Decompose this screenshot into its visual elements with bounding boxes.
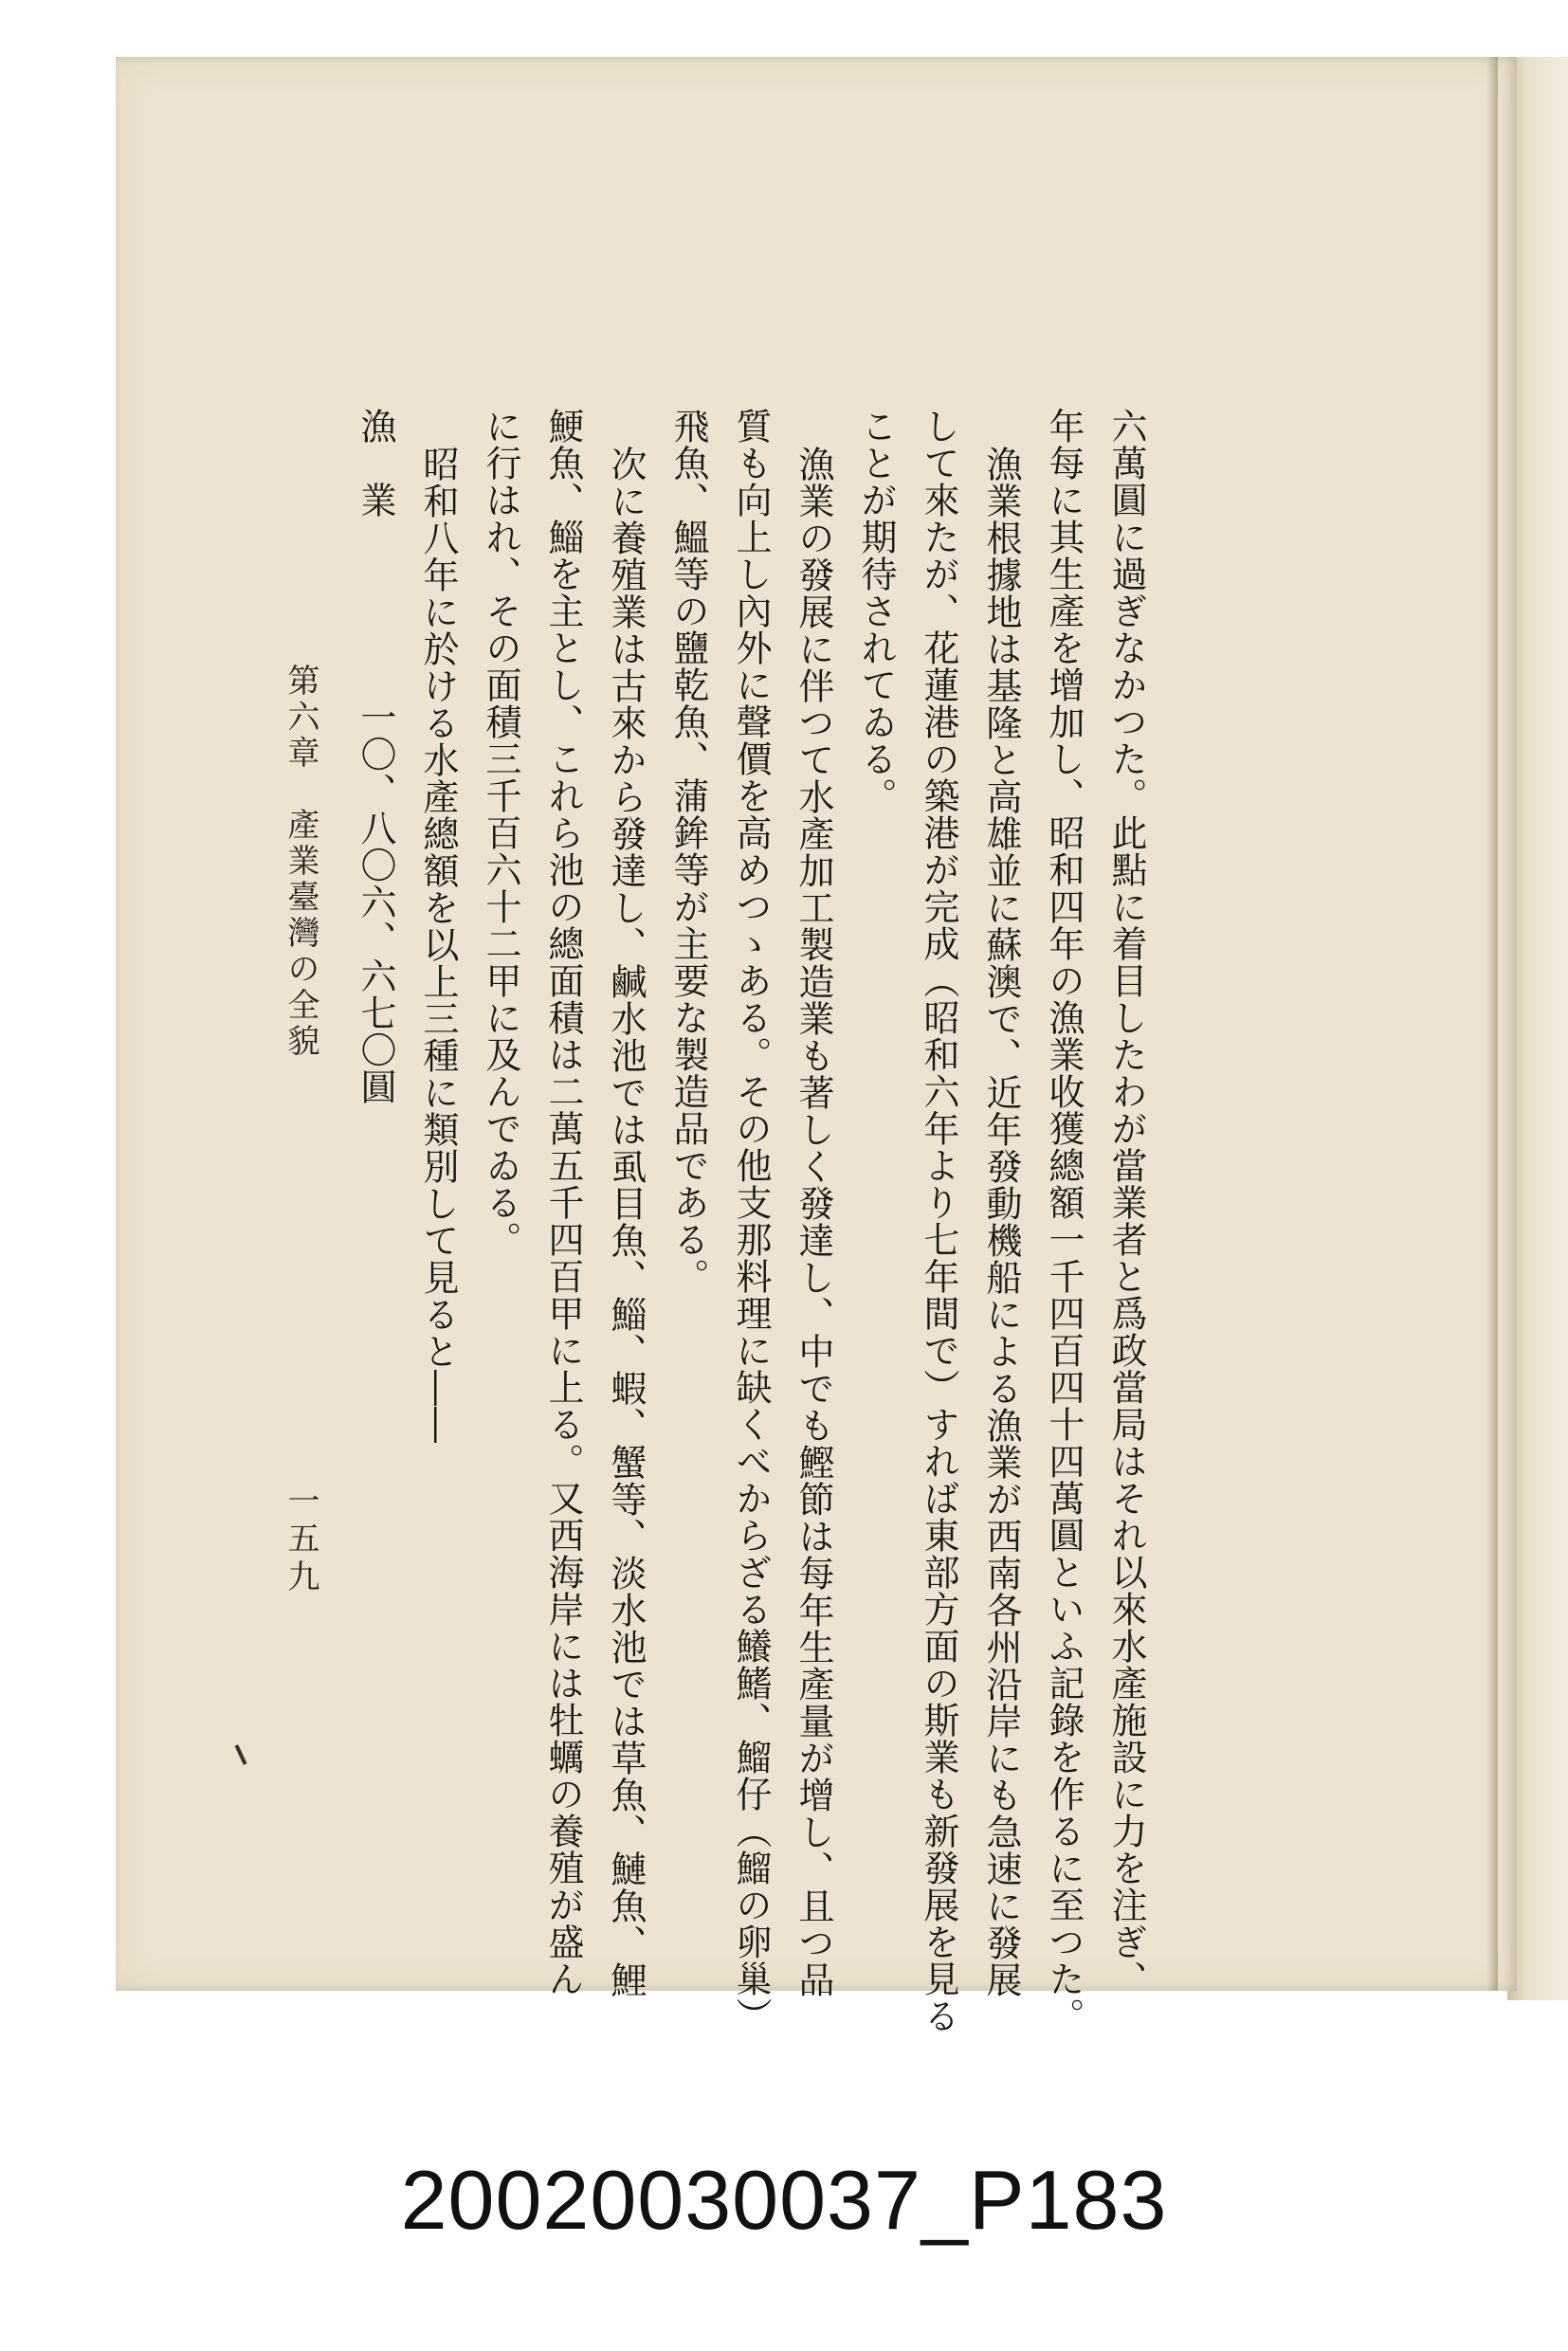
text-column-7: 質も向上し內外に聲價を高めつゝある。その他支那料理に缺くべからざる鱶鰭、鰡仔（鰡の卵巢） bbox=[730, 408, 772, 2034]
text-column-4: して來たが、花蓮港の築港が完成（昭和六年より七年間で）すれば東部方面の斯業も新發展を見る bbox=[918, 408, 959, 2034]
text-column-1: 六萬圓に過ぎなかつた。此點に着目したわが當業者と爲政當局はそれ以來水產施設に力を注ぎ、 bbox=[1105, 408, 1147, 1997]
text-column-3: 漁業根據地は基隆と高雄並に蘇澳で、近年發動機船による漁業が西南各州沿岸にも急速に發展 bbox=[980, 446, 1022, 1998]
table-row bbox=[351, 408, 400, 1877]
text-column-8: 飛魚、鰮等の鹽乾魚、蒲鉾等が主要な製造品である。 bbox=[667, 408, 709, 1295]
body-text bbox=[351, 408, 1151, 2034]
page-number: 一五九 bbox=[282, 1484, 319, 1597]
text-column-6: 漁業の發展に伴つて水產加工製造業も著しく發達し、中でも鰹節は每年生產量が增し、且つ品 bbox=[793, 446, 834, 1998]
text-column-12: 昭和八年に於ける水產總額を以上三種に類別して見ると―― bbox=[417, 446, 459, 1444]
text-column-9: 次に養殖業は古來から發達し、鹹水池では虱目魚、鯔、蝦、蟹等、淡水池では草魚、鰱魚、鯉 bbox=[605, 446, 647, 1998]
text-column-11: に行はれ、その面積三千百六十二甲に及んでゐる。 bbox=[480, 408, 521, 1258]
table-value: 一〇、八〇六、六七〇圓 bbox=[355, 699, 396, 1105]
scan-id-caption: 20020030037_P183 bbox=[400, 2153, 1168, 2247]
table-label: 漁 業 bbox=[355, 408, 396, 519]
text-column-10: 鯁魚、鯔を主とし、これら池の總面積は二萬五千四百甲に上る。又西海岸には牡蠣の養殖が盛ん bbox=[542, 408, 584, 1997]
text-column-5: ことが期待されてゐる。 bbox=[855, 408, 897, 814]
text-column-2: 年每に其生產を增加し、昭和四年の漁業收獲總額一千四百四十四萬圓といふ記錄を作るに至つた。 bbox=[1043, 408, 1085, 2034]
page-gutter-shadow bbox=[1486, 57, 1498, 1991]
running-head: 第六章 產業臺灣の全貌 bbox=[282, 664, 319, 1060]
